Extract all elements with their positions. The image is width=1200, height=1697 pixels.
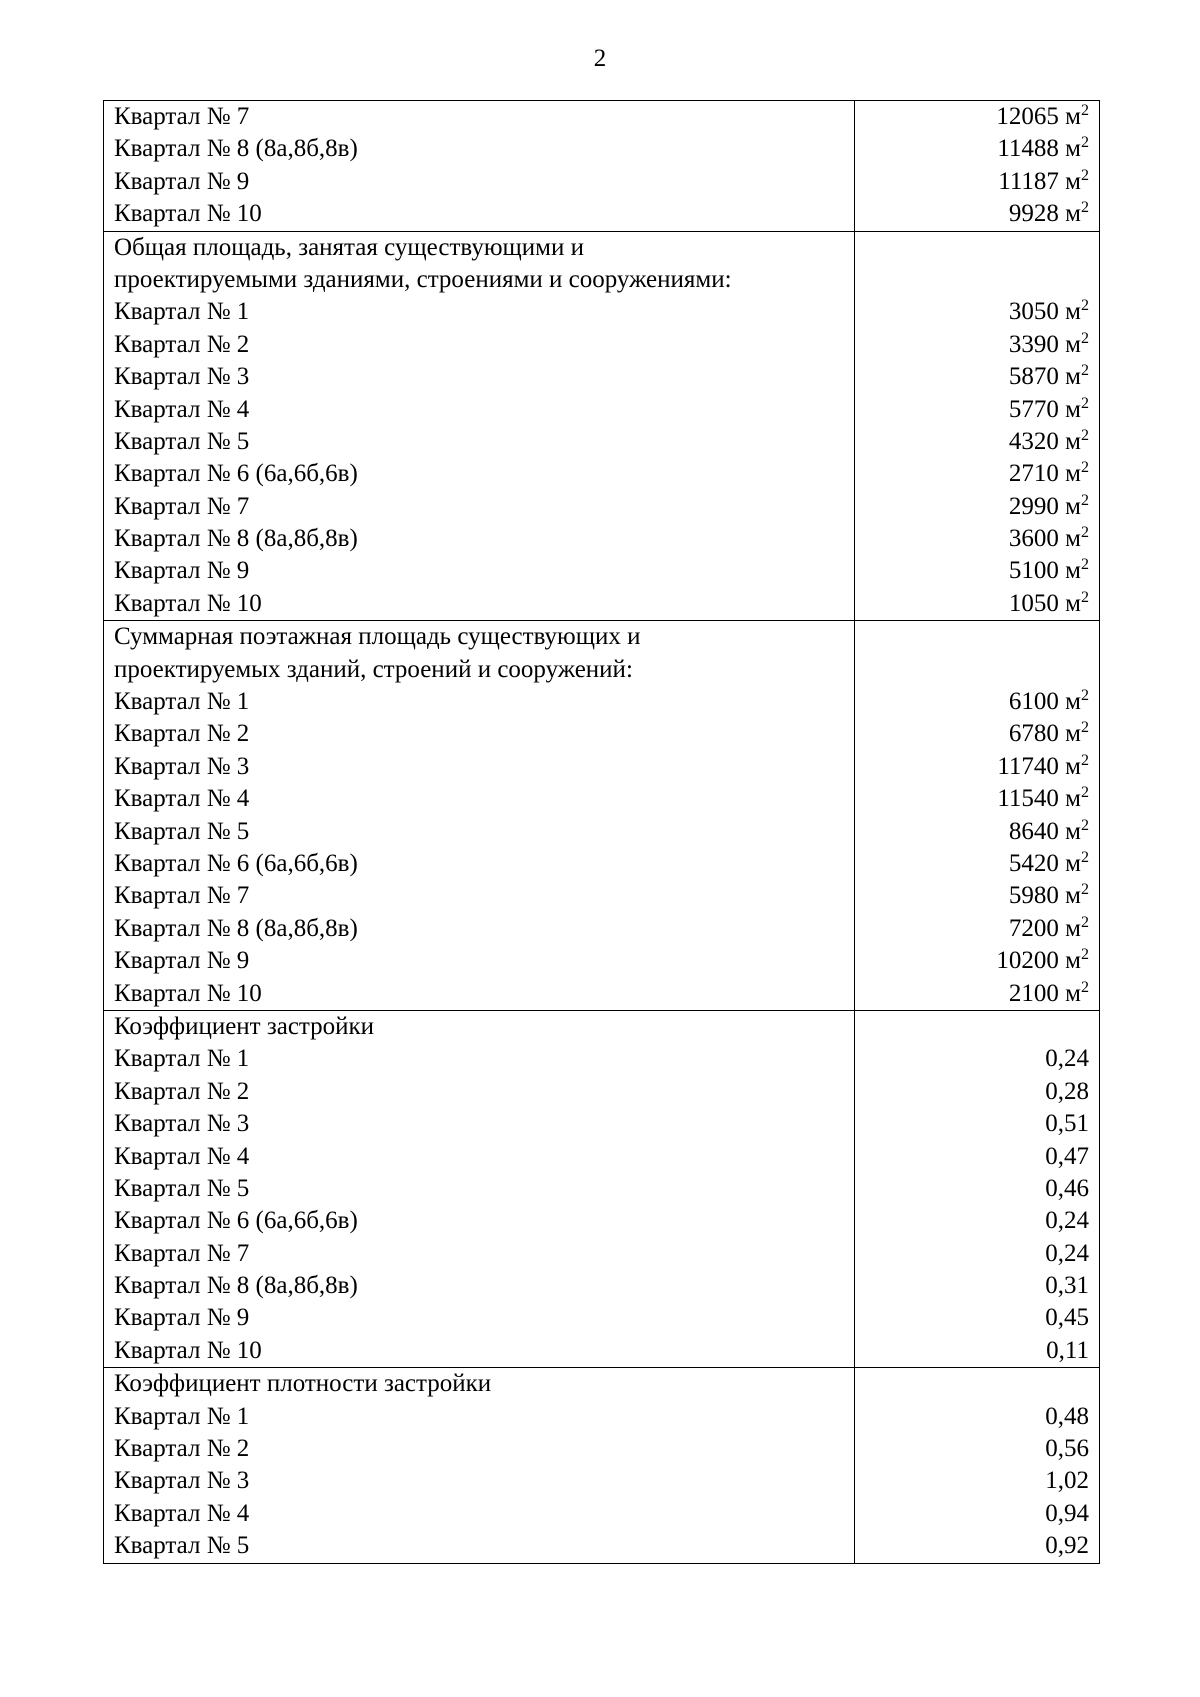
row-value-text: 3050 м [1008, 298, 1081, 326]
row-value [865, 1043, 1089, 1075]
unit-superscript: 2 [1081, 687, 1089, 705]
row-value-text: 0,24 [1045, 1239, 1089, 1267]
row-value [865, 848, 1089, 880]
row-value [865, 1498, 1089, 1530]
row-value-text: 1,02 [1045, 1467, 1089, 1495]
row-value-text: 2710 м [1008, 460, 1081, 488]
unit-superscript: 2 [1081, 297, 1089, 315]
row-label: Квартал № 4 [114, 785, 250, 813]
row-value [865, 945, 1089, 977]
row-value-text: 0,47 [1045, 1142, 1089, 1170]
unit-superscript: 2 [1081, 816, 1089, 834]
unit-superscript: 2 [1081, 329, 1089, 347]
row-value [865, 686, 1089, 718]
row-label: Квартал № 5 [114, 817, 250, 845]
row-label: Квартал № 4 [114, 1499, 250, 1527]
row-value-text: 0,56 [1045, 1435, 1089, 1463]
row-value-text: 11740 м [997, 752, 1081, 780]
row-label: Квартал № 3 [114, 752, 250, 780]
row-value-text: 0,94 [1045, 1499, 1089, 1527]
row-value [865, 394, 1089, 426]
unit-superscript: 2 [1081, 913, 1089, 931]
row-label: Квартал № 4 [114, 395, 250, 423]
row-value-text: 0,48 [1045, 1402, 1089, 1430]
row-value [865, 1302, 1089, 1334]
unit-superscript: 2 [1081, 362, 1089, 380]
row-value-text: 0,11 [1046, 1336, 1089, 1364]
row-value [865, 1401, 1089, 1433]
row-value-text: 12065 м [996, 103, 1081, 130]
page-number: 2 [593, 45, 607, 72]
row-value [865, 1238, 1089, 1270]
row-label: Квартал № 8 (8а,8б,8в) [114, 135, 358, 163]
table-section-row [104, 1010, 1100, 1367]
row-label: Квартал № 9 [114, 167, 250, 195]
row-value [865, 1465, 1089, 1497]
table-body [104, 101, 1100, 1564]
row-value-text: 0,51 [1045, 1110, 1089, 1138]
section-value-cell [855, 1368, 1100, 1563]
unit-superscript: 2 [1081, 978, 1089, 996]
row-value [865, 555, 1089, 587]
row-value-text: 0,24 [1045, 1207, 1089, 1235]
row-label: Квартал № 6 (6а,6б,6в) [114, 460, 358, 488]
unit-superscript: 2 [1081, 102, 1089, 119]
unit-superscript: 2 [1081, 556, 1089, 574]
section-heading-line: Суммарная поэтажная площадь существующих и [114, 623, 641, 651]
row-label: Квартал № 2 [114, 720, 250, 748]
row-value-text: 0,46 [1045, 1174, 1089, 1202]
unit-superscript: 2 [1081, 166, 1089, 184]
row-value [865, 296, 1089, 328]
row-label: Квартал № 5 [114, 427, 250, 455]
row-value-text: 2990 м [1008, 492, 1081, 520]
row-label: Квартал № 10 [114, 200, 262, 228]
section-heading-line: проектируемыми зданиями, строениями и сооружениями: [114, 265, 732, 293]
row-label: Квартал № 1 [114, 298, 250, 326]
row-value-text: 0,45 [1045, 1304, 1089, 1332]
row-label: Квартал № 5 [114, 1174, 250, 1202]
row-label: Квартал № 6 (6а,6б,6в) [114, 1207, 358, 1235]
row-label: Квартал № 8 (8а,8б,8в) [114, 1272, 358, 1300]
section-heading-line: Общая площадь, занятая существующими и [114, 233, 584, 261]
row-label: Квартал № 2 [114, 1435, 250, 1463]
row-label: Квартал № 3 [114, 363, 250, 391]
table-section-row [104, 101, 1100, 232]
row-value [865, 133, 1089, 165]
row-value-text: 1050 м [1008, 589, 1081, 617]
row-label: Квартал № 10 [114, 589, 262, 617]
row-value [865, 783, 1089, 815]
row-label: Квартал № 10 [114, 979, 262, 1007]
row-value-text: 9928 м [1008, 200, 1081, 228]
unit-superscript: 2 [1081, 588, 1089, 606]
unit-superscript: 2 [1081, 491, 1089, 509]
row-value [865, 718, 1089, 750]
row-label: Квартал № 2 [114, 330, 250, 358]
row-value [865, 329, 1089, 361]
row-value-text: 0,92 [1045, 1532, 1089, 1560]
row-value [865, 198, 1089, 230]
blank-line [865, 232, 1089, 264]
row-value-text: 0,31 [1045, 1272, 1089, 1300]
row-value [865, 816, 1089, 848]
row-value-text: 4320 м [1008, 427, 1081, 455]
row-label: Квартал № 3 [114, 1467, 250, 1495]
section-value-cell [855, 621, 1100, 1011]
blank-line [865, 1368, 1089, 1400]
row-value [865, 1173, 1089, 1205]
blank-line [865, 621, 1089, 653]
row-value [865, 1205, 1089, 1237]
row-value [865, 361, 1089, 393]
section-heading-line: Коэффициент плотности застройки [114, 1370, 492, 1398]
blank-line [865, 654, 1089, 686]
row-value-text: 5420 м [1008, 849, 1081, 877]
row-value-text: 5770 м [1008, 395, 1081, 423]
row-value [865, 1270, 1089, 1302]
row-value [865, 913, 1089, 945]
row-value-text: 11187 м [998, 167, 1081, 195]
unit-superscript: 2 [1081, 751, 1089, 769]
table-section-row [104, 621, 1100, 1011]
row-value [865, 1108, 1089, 1140]
row-label: Квартал № 5 [114, 1532, 250, 1560]
row-label: Квартал № 9 [114, 557, 250, 585]
row-label: Квартал № 4 [114, 1142, 250, 1170]
blank-line [865, 1011, 1089, 1043]
row-label: Квартал № 3 [114, 1110, 250, 1138]
row-label: Квартал № 7 [114, 1239, 250, 1267]
section-label-cell [104, 101, 855, 232]
row-value [865, 101, 1089, 133]
row-value-text: 11488 м [997, 135, 1081, 163]
row-value [865, 166, 1089, 198]
indicators-table [103, 100, 1100, 1564]
unit-superscript: 2 [1081, 881, 1089, 899]
unit-superscript: 2 [1081, 848, 1089, 866]
section-heading-line: проектируемых зданий, строений и сооружений: [114, 655, 633, 683]
row-value-text: 10200 м [996, 947, 1081, 975]
unit-superscript: 2 [1081, 459, 1089, 477]
row-value [865, 1433, 1089, 1465]
row-value-text: 6100 м [1008, 688, 1081, 716]
row-value-text: 5980 м [1008, 882, 1081, 910]
table-section-row [104, 1368, 1100, 1563]
section-label-cell [104, 621, 855, 1011]
section-value-cell [855, 1010, 1100, 1367]
row-label: Квартал № 6 (6а,6б,6в) [114, 849, 358, 877]
row-value [865, 491, 1089, 523]
row-label: Квартал № 2 [114, 1077, 250, 1105]
unit-superscript: 2 [1081, 524, 1089, 542]
unit-superscript: 2 [1081, 946, 1089, 964]
unit-superscript: 2 [1081, 134, 1089, 152]
section-label-cell [104, 1010, 855, 1367]
unit-superscript: 2 [1081, 784, 1089, 802]
row-label: Квартал № 7 [114, 882, 250, 910]
row-label: Квартал № 9 [114, 947, 250, 975]
row-value [865, 1076, 1089, 1108]
unit-superscript: 2 [1081, 394, 1089, 412]
row-value-text: 0,24 [1045, 1045, 1089, 1073]
row-label: Квартал № 7 [114, 103, 250, 130]
row-value [865, 1530, 1089, 1562]
row-value-text: 2100 м [1008, 979, 1081, 1007]
section-heading-line: Коэффициент застройки [114, 1012, 375, 1040]
section-value-cell [855, 101, 1100, 232]
section-label-cell [104, 231, 855, 621]
row-value [865, 1335, 1089, 1367]
row-value-text: 7200 м [1008, 914, 1081, 942]
row-label: Квартал № 10 [114, 1336, 262, 1364]
row-label: Квартал № 8 (8а,8б,8в) [114, 914, 358, 942]
section-value-cell [855, 231, 1100, 621]
blank-line [865, 264, 1089, 296]
unit-superscript: 2 [1081, 719, 1089, 737]
row-label: Квартал № 7 [114, 492, 250, 520]
row-value-text: 8640 м [1008, 817, 1081, 845]
unit-superscript: 2 [1081, 199, 1089, 217]
row-value [865, 523, 1089, 555]
row-value [865, 880, 1089, 912]
row-value [865, 588, 1089, 620]
row-label: Квартал № 1 [114, 1045, 250, 1073]
row-value-text: 3600 м [1008, 525, 1081, 553]
row-value [865, 426, 1089, 458]
row-value-text: 5100 м [1008, 557, 1081, 585]
section-label-cell [104, 1368, 855, 1563]
row-value-text: 3390 м [1008, 330, 1081, 358]
row-value-text: 5870 м [1008, 363, 1081, 391]
row-label: Квартал № 9 [114, 1304, 250, 1332]
row-value [865, 978, 1089, 1010]
row-label: Квартал № 1 [114, 688, 250, 716]
unit-superscript: 2 [1081, 426, 1089, 444]
row-value [865, 458, 1089, 490]
row-value [865, 751, 1089, 783]
row-value [865, 1141, 1089, 1173]
row-label: Квартал № 1 [114, 1402, 250, 1430]
row-label: Квартал № 8 (8а,8б,8в) [114, 525, 358, 553]
row-value-text: 11540 м [997, 785, 1081, 813]
row-value-text: 0,28 [1045, 1077, 1089, 1105]
table-section-row [104, 231, 1100, 621]
row-value-text: 6780 м [1008, 720, 1081, 748]
